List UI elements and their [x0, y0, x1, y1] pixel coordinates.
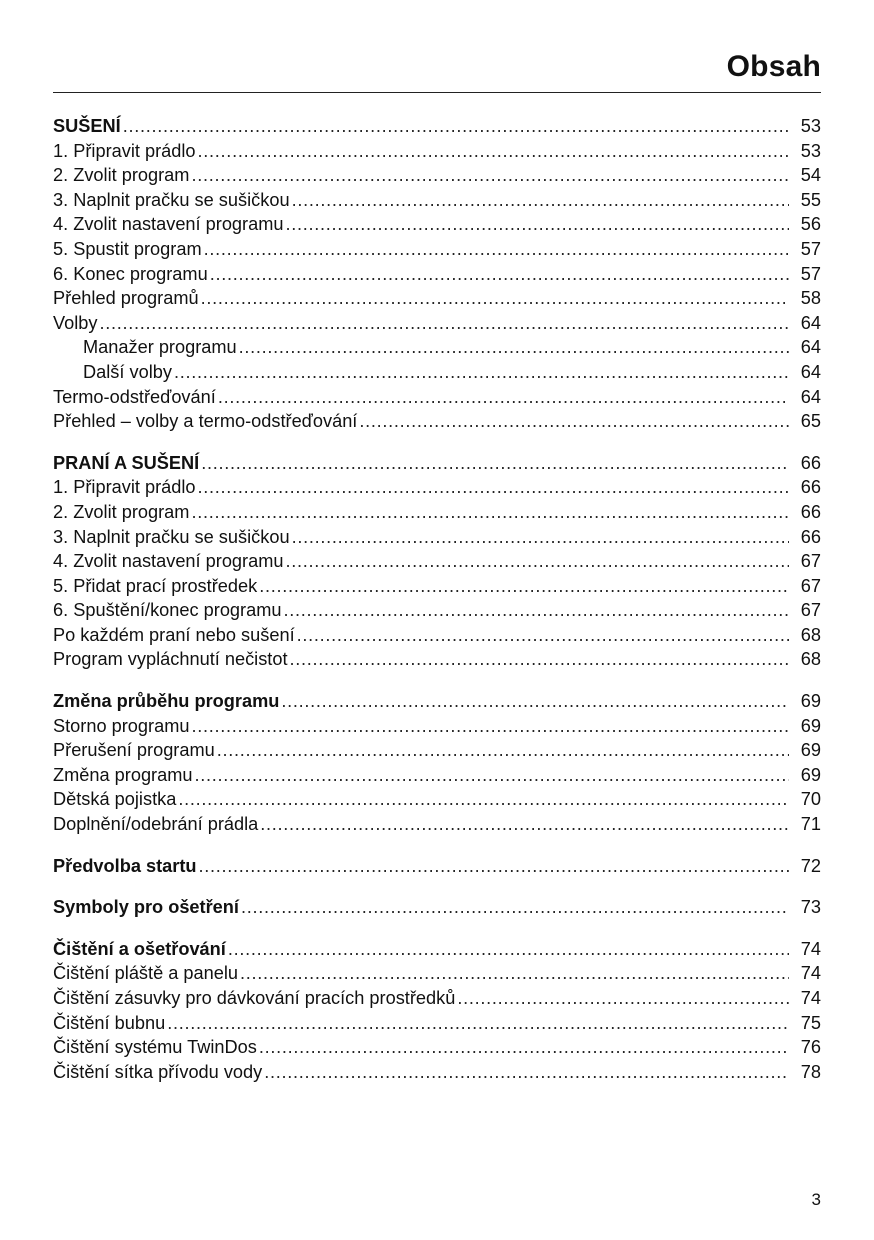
- toc-entry-page: 57: [800, 238, 821, 259]
- toc-entry[interactable]: [53, 335, 821, 360]
- toc-dot-leader: [191, 163, 789, 188]
- toc-dot-leader: [167, 1011, 789, 1036]
- toc-entry-label: 1. Připravit prádlo: [53, 477, 196, 498]
- toc-dot-leader: [239, 335, 789, 360]
- toc-entry-label: Změna programu: [53, 764, 193, 785]
- toc-entry[interactable]: [53, 409, 821, 434]
- toc-entry-label: Přehled – volby a termo-odstřeďování: [53, 411, 358, 432]
- toc-dot-leader: [297, 623, 789, 648]
- toc-entry-page: 65: [800, 411, 821, 432]
- toc-entry[interactable]: [53, 738, 821, 763]
- toc-dot-leader: [201, 286, 789, 311]
- toc-entry-label: Čištění pláště a panelu: [53, 963, 239, 984]
- toc-entry-page: 56: [800, 214, 821, 235]
- toc-entry-page: 68: [800, 649, 821, 670]
- toc-entry-label: 5. Přidat prací prostředek: [53, 575, 258, 596]
- toc-dot-leader: [174, 360, 789, 385]
- toc-entry[interactable]: [53, 961, 821, 986]
- toc-entry-page: 68: [800, 624, 821, 645]
- toc-entry[interactable]: [53, 763, 821, 788]
- toc-entry[interactable]: [53, 237, 821, 262]
- toc-entry-label: Čištění zásuvky pro dávkování pracích prostředků: [53, 988, 456, 1008]
- table-of-contents: [53, 114, 821, 1101]
- toc-heading-entry[interactable]: [53, 114, 821, 139]
- toc-dot-leader: [284, 598, 790, 623]
- toc-entry[interactable]: [53, 212, 821, 237]
- toc-entry[interactable]: [53, 787, 821, 812]
- toc-entry-page: 78: [800, 1061, 821, 1082]
- toc-entry-page: 64: [800, 337, 821, 358]
- toc-entry-page: 54: [800, 165, 821, 186]
- toc-entry-label: Termo-odstřeďování: [53, 386, 216, 407]
- toc-dot-leader: [201, 451, 789, 476]
- toc-entry-label: Doplnění/odebrání prádla: [53, 814, 259, 835]
- toc-section: [53, 451, 821, 672]
- toc-entry-label: 2. Zvolit program: [53, 165, 190, 186]
- toc-entry[interactable]: [53, 714, 821, 739]
- toc-entry[interactable]: [53, 500, 821, 525]
- toc-dot-leader: [290, 647, 789, 672]
- toc-dot-leader: [228, 937, 789, 962]
- toc-entry-label: Program vypláchnutí nečistot: [53, 649, 288, 670]
- toc-entry-label: 1. Připravit prádlo: [53, 140, 196, 161]
- toc-entry-label: 3. Naplnit pračku se sušičkou: [53, 526, 290, 547]
- toc-entry-page: 76: [800, 1037, 821, 1058]
- toc-entry[interactable]: [53, 1035, 821, 1060]
- toc-entry-label: 3. Naplnit pračku se sušičkou: [53, 189, 290, 210]
- toc-dot-leader: [123, 114, 789, 139]
- toc-dot-leader: [198, 475, 789, 500]
- toc-entry-page: 53: [800, 140, 821, 161]
- toc-entry-label: Manažer programu: [83, 337, 237, 358]
- toc-dot-leader: [191, 500, 789, 525]
- toc-dot-leader: [178, 787, 789, 812]
- toc-entry[interactable]: [53, 163, 821, 188]
- toc-entry[interactable]: [53, 598, 821, 623]
- toc-entry[interactable]: [53, 360, 821, 385]
- toc-entry-label: Přerušení programu: [53, 740, 215, 761]
- toc-entry-page: 67: [800, 551, 821, 572]
- toc-dot-leader: [218, 385, 789, 410]
- toc-section: [53, 937, 821, 1085]
- toc-dot-leader: [204, 237, 789, 262]
- toc-entry-page: 64: [800, 361, 821, 382]
- toc-entry-page: 66: [800, 477, 821, 498]
- toc-entry[interactable]: [53, 188, 821, 213]
- toc-dot-leader: [191, 714, 789, 739]
- toc-entry-label: 6. Konec programu: [53, 263, 208, 284]
- toc-dot-leader: [264, 1060, 789, 1085]
- toc-entry[interactable]: [53, 647, 821, 672]
- toc-entry-page: 64: [800, 312, 821, 333]
- toc-entry-label: Čištění systému TwinDos: [53, 1037, 257, 1058]
- toc-dot-leader: [281, 689, 789, 714]
- toc-entry-label: Další volby: [83, 361, 172, 382]
- toc-entry[interactable]: [53, 385, 821, 410]
- toc-entry-page: 69: [800, 691, 821, 712]
- toc-dot-leader: [359, 409, 789, 434]
- toc-entry-page: 58: [800, 288, 821, 309]
- toc-entry[interactable]: [53, 525, 821, 550]
- toc-entry-label: Přehled programů: [53, 288, 199, 309]
- toc-entry-label: Čištění sítka přívodu vody: [53, 1061, 263, 1082]
- toc-entry-label: Symboly pro ošetření: [53, 897, 239, 918]
- toc-entry[interactable]: [53, 311, 821, 336]
- toc-entry-label: SUŠENÍ: [53, 116, 121, 136]
- toc-dot-leader: [198, 139, 789, 164]
- toc-entry-label: PRANÍ A SUŠENÍ: [53, 452, 200, 473]
- toc-dot-leader: [457, 986, 789, 1011]
- toc-entry-page: 69: [800, 764, 821, 785]
- toc-entry-page: 69: [800, 715, 821, 736]
- toc-entry-label: Volby: [53, 312, 98, 333]
- toc-entry-label: Storno programu: [53, 715, 190, 736]
- page-title: Obsah: [726, 50, 821, 83]
- toc-entry[interactable]: [53, 286, 821, 311]
- toc-entry-page: 70: [800, 789, 821, 810]
- toc-heading-entry[interactable]: [53, 451, 821, 476]
- toc-entry-page: 53: [800, 116, 821, 136]
- toc-dot-leader: [286, 549, 790, 574]
- toc-entry-page: 72: [800, 855, 821, 876]
- toc-section: [53, 114, 821, 434]
- toc-entry[interactable]: [53, 812, 821, 837]
- toc-entry-label: 2. Zvolit program: [53, 501, 190, 522]
- toc-section: [53, 854, 821, 879]
- toc-entry-page: 74: [800, 988, 821, 1008]
- toc-entry-page: 64: [800, 386, 821, 407]
- toc-dot-leader: [240, 961, 789, 986]
- toc-entry[interactable]: [53, 1011, 821, 1036]
- toc-dot-leader: [259, 1035, 789, 1060]
- toc-dot-leader: [241, 895, 789, 920]
- toc-entry-label: Předvolba startu: [53, 855, 197, 876]
- toc-dot-leader: [217, 738, 789, 763]
- toc-dot-leader: [195, 763, 790, 788]
- toc-dot-leader: [292, 188, 789, 213]
- toc-entry[interactable]: [53, 986, 821, 1011]
- toc-entry[interactable]: [53, 623, 821, 648]
- toc-entry-page: 69: [800, 740, 821, 761]
- toc-entry[interactable]: [53, 574, 821, 599]
- toc-entry-label: Dětská pojistka: [53, 789, 177, 810]
- toc-entry-label: 4. Zvolit nastavení programu: [53, 551, 284, 572]
- toc-dot-leader: [260, 812, 789, 837]
- toc-entry-page: 74: [800, 938, 821, 959]
- toc-entry-page: 74: [800, 963, 821, 984]
- toc-entry[interactable]: [53, 139, 821, 164]
- toc-entry-page: 67: [800, 575, 821, 596]
- toc-heading-entry[interactable]: [53, 895, 821, 920]
- toc-dot-leader: [259, 574, 789, 599]
- toc-entry-label: 6. Spuštění/konec programu: [53, 600, 282, 621]
- toc-entry-page: 75: [800, 1012, 821, 1033]
- toc-entry[interactable]: [53, 475, 821, 500]
- toc-section: [53, 895, 821, 920]
- toc-entry-page: 66: [800, 501, 821, 522]
- page-number: 3: [811, 1190, 821, 1209]
- toc-dot-leader: [286, 212, 790, 237]
- toc-section: [53, 689, 821, 837]
- toc-entry-page: 73: [800, 897, 821, 918]
- toc-entry-page: 71: [800, 814, 821, 835]
- toc-entry-label: 5. Spustit program: [53, 238, 202, 259]
- toc-entry-page: 67: [800, 600, 821, 621]
- toc-entry-page: 57: [800, 263, 821, 284]
- toc-dot-leader: [292, 525, 789, 550]
- toc-entry-page: 66: [800, 526, 821, 547]
- toc-entry-label: 4. Zvolit nastavení programu: [53, 214, 284, 235]
- toc-entry-label: Čištění bubnu: [53, 1012, 166, 1033]
- toc-dot-leader: [100, 311, 790, 336]
- toc-dot-leader: [210, 262, 789, 287]
- toc-entry-label: Změna průběhu programu: [53, 691, 280, 712]
- header-divider: [53, 92, 821, 93]
- toc-entry-label: Čištění a ošetřování: [53, 938, 226, 959]
- toc-dot-leader: [199, 854, 789, 879]
- toc-heading-entry[interactable]: [53, 854, 821, 879]
- toc-entry-label: Po každém praní nebo sušení: [53, 624, 295, 645]
- toc-entry-page: 66: [800, 452, 821, 473]
- toc-heading-entry[interactable]: [53, 937, 821, 962]
- toc-entry[interactable]: [53, 549, 821, 574]
- toc-entry[interactable]: [53, 262, 821, 287]
- toc-heading-entry[interactable]: [53, 689, 821, 714]
- toc-entry[interactable]: [53, 1060, 821, 1085]
- toc-entry-page: 55: [800, 189, 821, 210]
